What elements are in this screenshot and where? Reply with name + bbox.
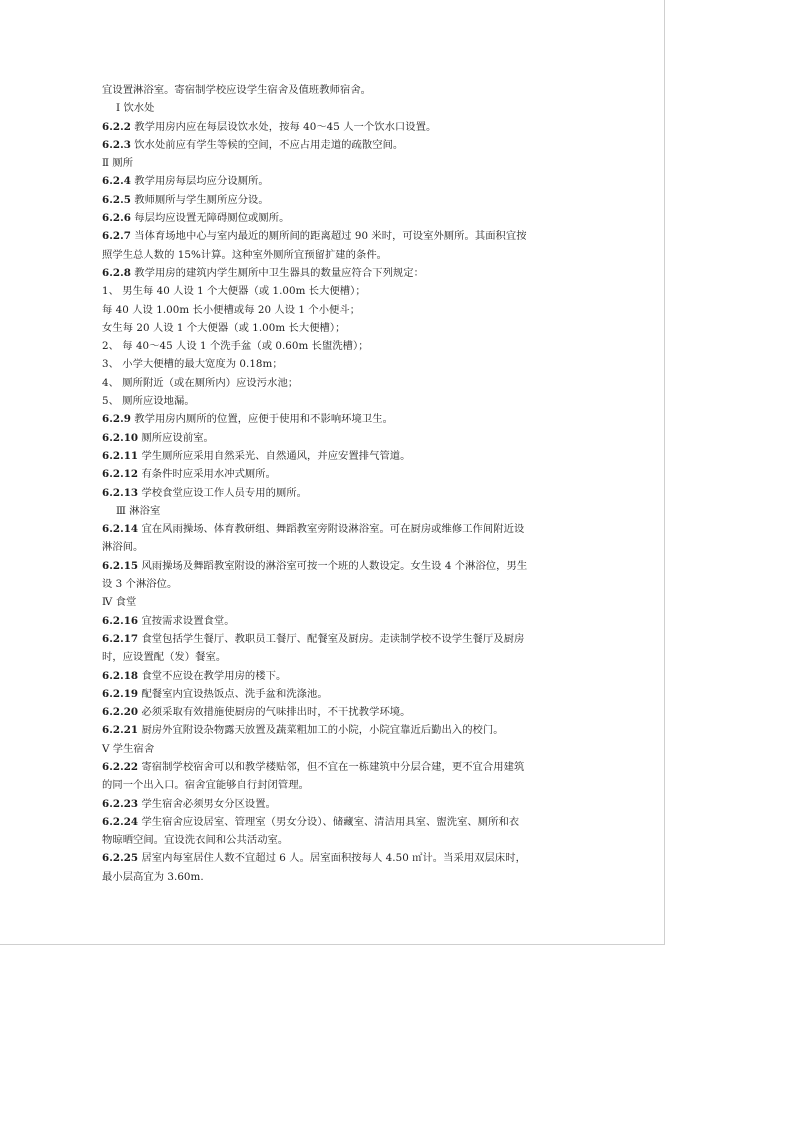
- clause-number: 6.2.8: [102, 266, 131, 279]
- line-text: 厨房外宜附设杂物露天放置及蔬菜粗加工的小院，小院宜靠近后勤出入的校门。: [138, 724, 504, 737]
- clause-number: 6.2.3: [102, 138, 131, 151]
- clause-line: [102, 136, 582, 154]
- line-text: 食堂包括学生餐厅、教职员工餐厅、配餐室及厨房。走读制学校不设学生餐厅及厨房: [138, 632, 525, 645]
- line-text: 学校食堂应设工作人员专用的厕所。: [138, 486, 308, 499]
- clause-number: 6.2.19: [102, 687, 139, 700]
- line-text: 的同一个出入口。宿舍宜能够自行封闭管理。: [102, 779, 309, 792]
- clause-number: 6.2.11: [102, 449, 139, 462]
- clause-line: [102, 410, 582, 428]
- text-line: [102, 868, 582, 886]
- text-line: [102, 282, 582, 300]
- line-text: 必须采取有效措施使厨房的气味排出时，不干扰教学环境。: [138, 706, 411, 719]
- text-line: [102, 593, 582, 611]
- clause-number: 6.2.14: [102, 523, 139, 536]
- text-line: [102, 81, 582, 99]
- text-line: [102, 301, 582, 319]
- line-text: Ⅲ 淋浴室: [116, 504, 161, 517]
- text-line: [102, 575, 582, 593]
- text-line: [102, 392, 582, 410]
- clause-number: 6.2.15: [102, 559, 139, 572]
- text-line: [102, 355, 582, 373]
- clause-line: [102, 172, 582, 190]
- line-text: 教学用房每层均应分设厕所。: [130, 175, 269, 188]
- clause-line: [102, 209, 582, 227]
- text-line: [102, 246, 582, 264]
- line-text: 当体育场地中心与室内最近的厕所间的距离超过 90 米时，可设室外厕所。其面积宜按: [130, 230, 527, 243]
- clause-line: [102, 227, 582, 245]
- line-text: 物晾晒空间。宜设洗衣间和公共活动室。: [102, 834, 289, 847]
- line-text: 学生宿舍必须男女分区设置。: [138, 797, 276, 810]
- line-text: 厕所应设前室。: [138, 431, 214, 444]
- text-line: [102, 154, 582, 172]
- clause-number: 6.2.10: [102, 431, 139, 444]
- line-text: 风雨操场及舞蹈教室附设的淋浴室可按一个班的人数设定。女生设 4 个淋浴位，男生: [138, 559, 528, 572]
- clause-number: 6.2.25: [102, 852, 139, 865]
- text-line: [102, 337, 582, 355]
- clause-number: 6.2.16: [102, 614, 139, 627]
- line-text: 食堂不应设在教学用房的楼下。: [138, 669, 287, 682]
- line-text: 教学用房的建筑内学生厕所中卫生器具的数量应符合下列规定：: [130, 266, 424, 279]
- line-text: Ⅳ 食堂: [102, 596, 137, 609]
- clause-number: 6.2.12: [102, 468, 139, 481]
- clause-number: 6.2.21: [102, 724, 139, 737]
- clause-line: [102, 429, 582, 447]
- document-body: [102, 81, 582, 886]
- line-text: 照学生总人数的 15%计算。这种室外厕所宜预留扩建的条件。: [102, 248, 388, 261]
- line-text: 配餐室内宜设热饭点、洗手盆和洗涤池。: [138, 687, 328, 700]
- clause-line: [102, 191, 582, 209]
- line-text: 2、 每 40～45 人设 1 个洗手盆（或 0.60m 长盥洗槽）；: [102, 340, 369, 353]
- clause-line: [102, 795, 582, 813]
- clause-line: [102, 264, 582, 282]
- line-text: 学生厕所应采用自然采光、自然通风，并应安置排气管道。: [138, 449, 411, 462]
- clause-line: [102, 447, 582, 465]
- clause-number: 6.2.13: [102, 486, 139, 499]
- clause-number: 6.2.23: [102, 797, 139, 810]
- text-line: [102, 648, 582, 666]
- line-text: 设 3 个淋浴位。: [102, 578, 178, 591]
- line-text: 宜设置淋浴室。寄宿制学校应设学生宿舍及值班教师宿舍。: [102, 84, 372, 96]
- line-text: 居室内每室居住人数不宜超过 6 人。居室面积按每人 4.50 ㎡计。当采用双层床时，: [138, 852, 526, 865]
- line-text: 每 40 人设 1.00m 长小便槽或每 20 人设 1 个小便斗；: [102, 303, 361, 316]
- clause-number: 6.2.9: [102, 413, 131, 426]
- text-line: [102, 374, 582, 392]
- text-line: [102, 538, 582, 556]
- clause-number: 6.2.2: [102, 120, 131, 133]
- clause-line: [102, 557, 582, 575]
- clause-line: [102, 612, 582, 630]
- line-text: 寄宿制学校宿舍可以和教学楼贴邻，但不宜在一栋建筑中分层合建，更不宜合用建筑: [138, 760, 525, 773]
- line-text: 5、 厕所应设地漏。: [102, 395, 195, 408]
- text-line: [102, 776, 582, 794]
- line-text: 宜在风雨操场、体育教研组、舞蹈教室旁附设淋浴室。可在厨房或维修工作间附近设: [138, 523, 525, 536]
- clause-number: 6.2.4: [102, 175, 131, 188]
- line-text: 每层均应设置无障碍厕位或厕所。: [130, 212, 290, 225]
- clause-line: [102, 520, 582, 538]
- clause-number: 6.2.5: [102, 193, 131, 206]
- clause-number: 6.2.22: [102, 760, 139, 773]
- clause-line: [102, 484, 582, 502]
- line-text: 饮水处前应有学生等候的空间，不应占用走道的疏散空间。: [130, 138, 404, 151]
- clause-number: 6.2.6: [102, 212, 131, 225]
- line-text: 淋浴间。: [102, 541, 144, 554]
- line-text: 3、 小学大便槽的最大宽度为 0.18m；: [102, 358, 283, 371]
- line-text: 1、 男生每 40 人设 1 个大便器（或 1.00m 长大便槽）；: [102, 285, 366, 298]
- clause-line: [102, 685, 582, 703]
- clause-line: [102, 118, 582, 136]
- line-text: 最小层高宜为 3.60m.: [102, 870, 204, 883]
- clause-number: 6.2.7: [102, 230, 131, 243]
- line-text: 有条件时应采用水冲式厕所。: [138, 468, 276, 481]
- line-text: Ⅰ 饮水处: [116, 102, 155, 115]
- line-text: 4、 厕所附近（或在厕所内）应设污水池；: [102, 376, 299, 389]
- clause-number: 6.2.18: [102, 669, 139, 682]
- clause-line: [102, 758, 582, 776]
- line-text: 宜按需求设置食堂。: [138, 614, 235, 627]
- clause-line: [102, 813, 582, 831]
- clause-line: [102, 721, 582, 739]
- text-line: [102, 99, 582, 117]
- text-line: [102, 502, 582, 520]
- text-line: [102, 740, 582, 758]
- clause-line: [102, 465, 582, 483]
- line-text: 教学用房内厕所的位置，应便于使用和不影响环境卫生。: [130, 413, 393, 426]
- line-text: 学生宿舍应设居室、管理室（男女分设）、储藏室、清洁用具室、盥洗室、厕所和衣: [138, 815, 520, 828]
- line-text: 教师厕所与学生厕所应分设。: [130, 193, 269, 206]
- clause-number: 6.2.17: [102, 632, 139, 645]
- clause-line: [102, 849, 582, 867]
- line-text: Ⅱ 厕所: [102, 157, 134, 170]
- clause-line: [102, 630, 582, 648]
- clause-line: [102, 667, 582, 685]
- line-text: 时，应设置配（发）餐室。: [102, 651, 227, 664]
- line-text: Ⅴ 学生宿舍: [102, 742, 155, 755]
- text-line: [102, 319, 582, 337]
- clause-line: [102, 703, 582, 721]
- text-line: [102, 831, 582, 849]
- clause-number: 6.2.20: [102, 706, 139, 719]
- line-text: 女生每 20 人设 1 个大便器（或 1.00m 长大便槽）；: [102, 321, 346, 334]
- clause-number: 6.2.24: [102, 815, 139, 828]
- line-text: 教学用房内应在每层设饮水处，按每 40～45 人一个饮水口设置。: [130, 120, 437, 133]
